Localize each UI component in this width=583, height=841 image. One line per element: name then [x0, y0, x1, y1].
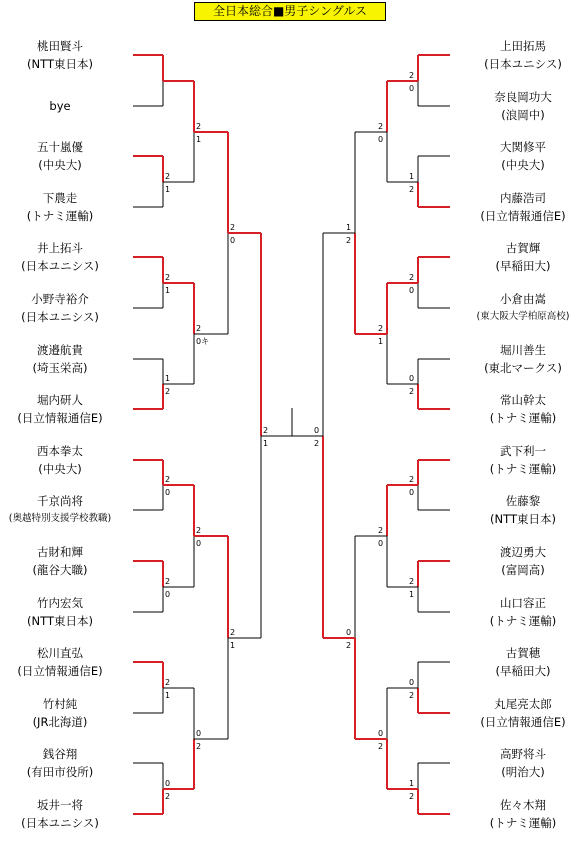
player-name: 佐藤黎 [505, 494, 541, 508]
player-team: (中央大) [501, 158, 545, 172]
player-team: (奥越特別支援学校教職) [8, 513, 112, 524]
player-entry [6, 37, 114, 73]
match-score: 1 [409, 590, 415, 599]
match-score: 2 [409, 691, 415, 700]
player-name: 竹内宏気 [37, 596, 83, 610]
player-name: 内藤浩司 [500, 191, 546, 205]
player-entry [469, 796, 577, 832]
player-entry [6, 594, 114, 630]
match-score: 1 [165, 185, 171, 194]
player-name: 常山幹太 [500, 393, 546, 407]
match-score: 2 [165, 172, 171, 181]
player-name: 渡辺勇大 [500, 545, 546, 559]
player-team: (NTT東日本) [27, 57, 93, 71]
player-entry [469, 88, 577, 124]
match-score: 1 [196, 135, 202, 144]
player-team: (トナミ運輸) [489, 816, 557, 830]
player-team: (NTT東日本) [490, 512, 556, 526]
match-score: 0 [409, 488, 415, 497]
player-name: 高野将斗 [500, 747, 546, 761]
match-score: 2 [196, 742, 202, 751]
match-score: 2 [165, 475, 171, 484]
player-entry [469, 239, 577, 275]
player-name: 井上拓斗 [37, 241, 83, 255]
player-team: (有田市役所) [26, 765, 94, 779]
player-entry [469, 391, 577, 427]
match-score: 2 [378, 122, 384, 131]
player-team: (東大阪大学柏原高校) [476, 311, 570, 322]
match-score: 2 [378, 742, 384, 751]
match-score: 2 [378, 324, 384, 333]
player-team: (日立情報通信E) [480, 715, 566, 729]
player-name: 小倉由嵩 [500, 292, 546, 306]
player-entry [469, 37, 577, 73]
match-score: 1 [409, 779, 415, 788]
player-team: (中央大) [38, 158, 82, 172]
player-name: 西本拳太 [37, 444, 83, 458]
player-name: 丸尾亮太郎 [494, 697, 552, 711]
player-entry [6, 138, 114, 174]
player-entry [469, 644, 577, 680]
player-entry [6, 796, 114, 832]
match-score: 0 [409, 678, 415, 687]
player-name: 上田拓馬 [500, 39, 546, 53]
match-score: 0 [196, 539, 202, 548]
match-score: 0 [409, 286, 415, 295]
match-score: 1 [378, 337, 384, 346]
player-entry [469, 189, 577, 225]
player-team: (富岡高) [501, 563, 545, 577]
player-team: (日立情報通信E) [17, 664, 103, 678]
match-score: 2 [409, 577, 415, 586]
match-score: 2 [409, 185, 415, 194]
player-name: 古賀穂 [505, 646, 541, 660]
player-entry [6, 189, 114, 225]
player-team: (日立情報通信E) [17, 411, 103, 425]
player-name: 下農走 [42, 191, 78, 205]
player-name: 佐々木翔 [500, 798, 546, 812]
match-score: 0 [165, 779, 171, 788]
match-score: 0 [378, 539, 384, 548]
player-name: 奈良岡功大 [494, 90, 552, 104]
player-entry [6, 239, 114, 275]
player-name: 五十嵐優 [37, 140, 83, 154]
player-name: 銭谷翔 [42, 747, 78, 761]
match-score: 2 [378, 526, 384, 535]
player-team: (日本ユニシス) [21, 310, 99, 324]
player-team: (浪岡中) [501, 108, 545, 122]
player-team: (JR北海道) [32, 715, 88, 729]
player-name: 松川直弘 [37, 646, 83, 660]
player-name: 千京尚将 [37, 494, 83, 508]
match-score: 0 [346, 628, 352, 637]
player-team: (NTT東日本) [27, 614, 93, 628]
player-team: (トナミ運輸) [489, 411, 557, 425]
player-team: (早稲田大) [495, 664, 551, 678]
player-team: (日立情報通信E) [480, 209, 566, 223]
player-entry [469, 594, 577, 630]
match-score: 2 [165, 577, 171, 586]
match-score: 1 [165, 374, 171, 383]
match-score: 2 [314, 439, 320, 448]
match-score: 2 [409, 475, 415, 484]
player-name: 竹村純 [42, 697, 78, 711]
match-score: 0 [409, 84, 415, 93]
match-score: 0キ [196, 337, 210, 346]
player-name: 古財和輝 [37, 545, 83, 559]
player-team: (中央大) [38, 462, 82, 476]
match-score: 2 [346, 641, 352, 650]
match-score: 2 [165, 678, 171, 687]
match-score: 1 [263, 439, 269, 448]
match-score: 2 [409, 792, 415, 801]
match-score: 2 [230, 628, 236, 637]
player-team: (日本ユニシス) [21, 816, 99, 830]
match-score: 2 [165, 792, 171, 801]
match-score: 2 [196, 526, 202, 535]
match-score: 2 [230, 223, 236, 232]
match-score: 0 [230, 236, 236, 245]
match-score: 2 [409, 71, 415, 80]
player-team: (トナミ運輸) [489, 462, 557, 476]
match-score: 1 [165, 286, 171, 295]
player-name: 渡邉航貴 [37, 343, 83, 357]
player-entry [6, 290, 114, 326]
player-name: 古賀輝 [505, 241, 541, 255]
player-team: (日本ユニシス) [484, 57, 562, 71]
player-entry [6, 745, 114, 781]
match-score: 0 [314, 426, 320, 435]
match-score: 2 [409, 273, 415, 282]
match-score: 0 [378, 729, 384, 738]
player-team: (トナミ運輸) [489, 614, 557, 628]
player-entry [6, 341, 114, 377]
player-entry [469, 695, 577, 731]
match-score: 0 [165, 488, 171, 497]
match-score: 2 [165, 273, 171, 282]
match-score: 2 [263, 426, 269, 435]
player-entry [469, 745, 577, 781]
player-entry [469, 341, 577, 377]
player-entry [469, 290, 577, 326]
player-entry [469, 492, 577, 528]
player-team: (トナミ運輸) [26, 209, 94, 223]
draw-title: 全日本総合■男子シングルス [194, 2, 386, 21]
match-score: 2 [409, 387, 415, 396]
player-entry [6, 442, 114, 478]
player-entry [6, 695, 114, 731]
player-name: 山口容正 [500, 596, 546, 610]
match-score: 0 [196, 729, 202, 738]
match-score: 2 [346, 236, 352, 245]
player-name: 大関修平 [500, 140, 546, 154]
match-score: 0 [378, 135, 384, 144]
match-score: 1 [165, 691, 171, 700]
player-team: (埼玉栄高) [32, 361, 88, 375]
player-name: 堀川善生 [500, 343, 546, 357]
player-name: 小野寺裕介 [31, 292, 89, 306]
player-entry [6, 391, 114, 427]
player-name: 堀内研人 [37, 393, 83, 407]
player-entry [469, 442, 577, 478]
match-score: 2 [165, 387, 171, 396]
player-entry [469, 138, 577, 174]
match-score: 2 [196, 324, 202, 333]
match-score: 2 [196, 122, 202, 131]
player-name: 坂井一将 [37, 798, 83, 812]
match-score: 1 [409, 172, 415, 181]
player-team: (東北マークス) [484, 361, 562, 375]
player-entry [6, 543, 114, 579]
player-entry [6, 492, 114, 528]
player-entry [6, 644, 114, 680]
player-team: (龍谷大職) [32, 563, 88, 577]
match-score: 0 [165, 590, 171, 599]
match-score: 1 [346, 223, 352, 232]
match-score: 0 [409, 374, 415, 383]
player-name: bye [49, 99, 71, 113]
player-entry [469, 543, 577, 579]
player-name: 武下利一 [500, 444, 546, 458]
player-team: (明治大) [501, 765, 545, 779]
player-name: 桃田賢斗 [37, 39, 83, 53]
player-team: (日本ユニシス) [21, 259, 99, 273]
player-team: (早稲田大) [495, 259, 551, 273]
match-score: 1 [230, 641, 236, 650]
player-entry [6, 97, 114, 115]
